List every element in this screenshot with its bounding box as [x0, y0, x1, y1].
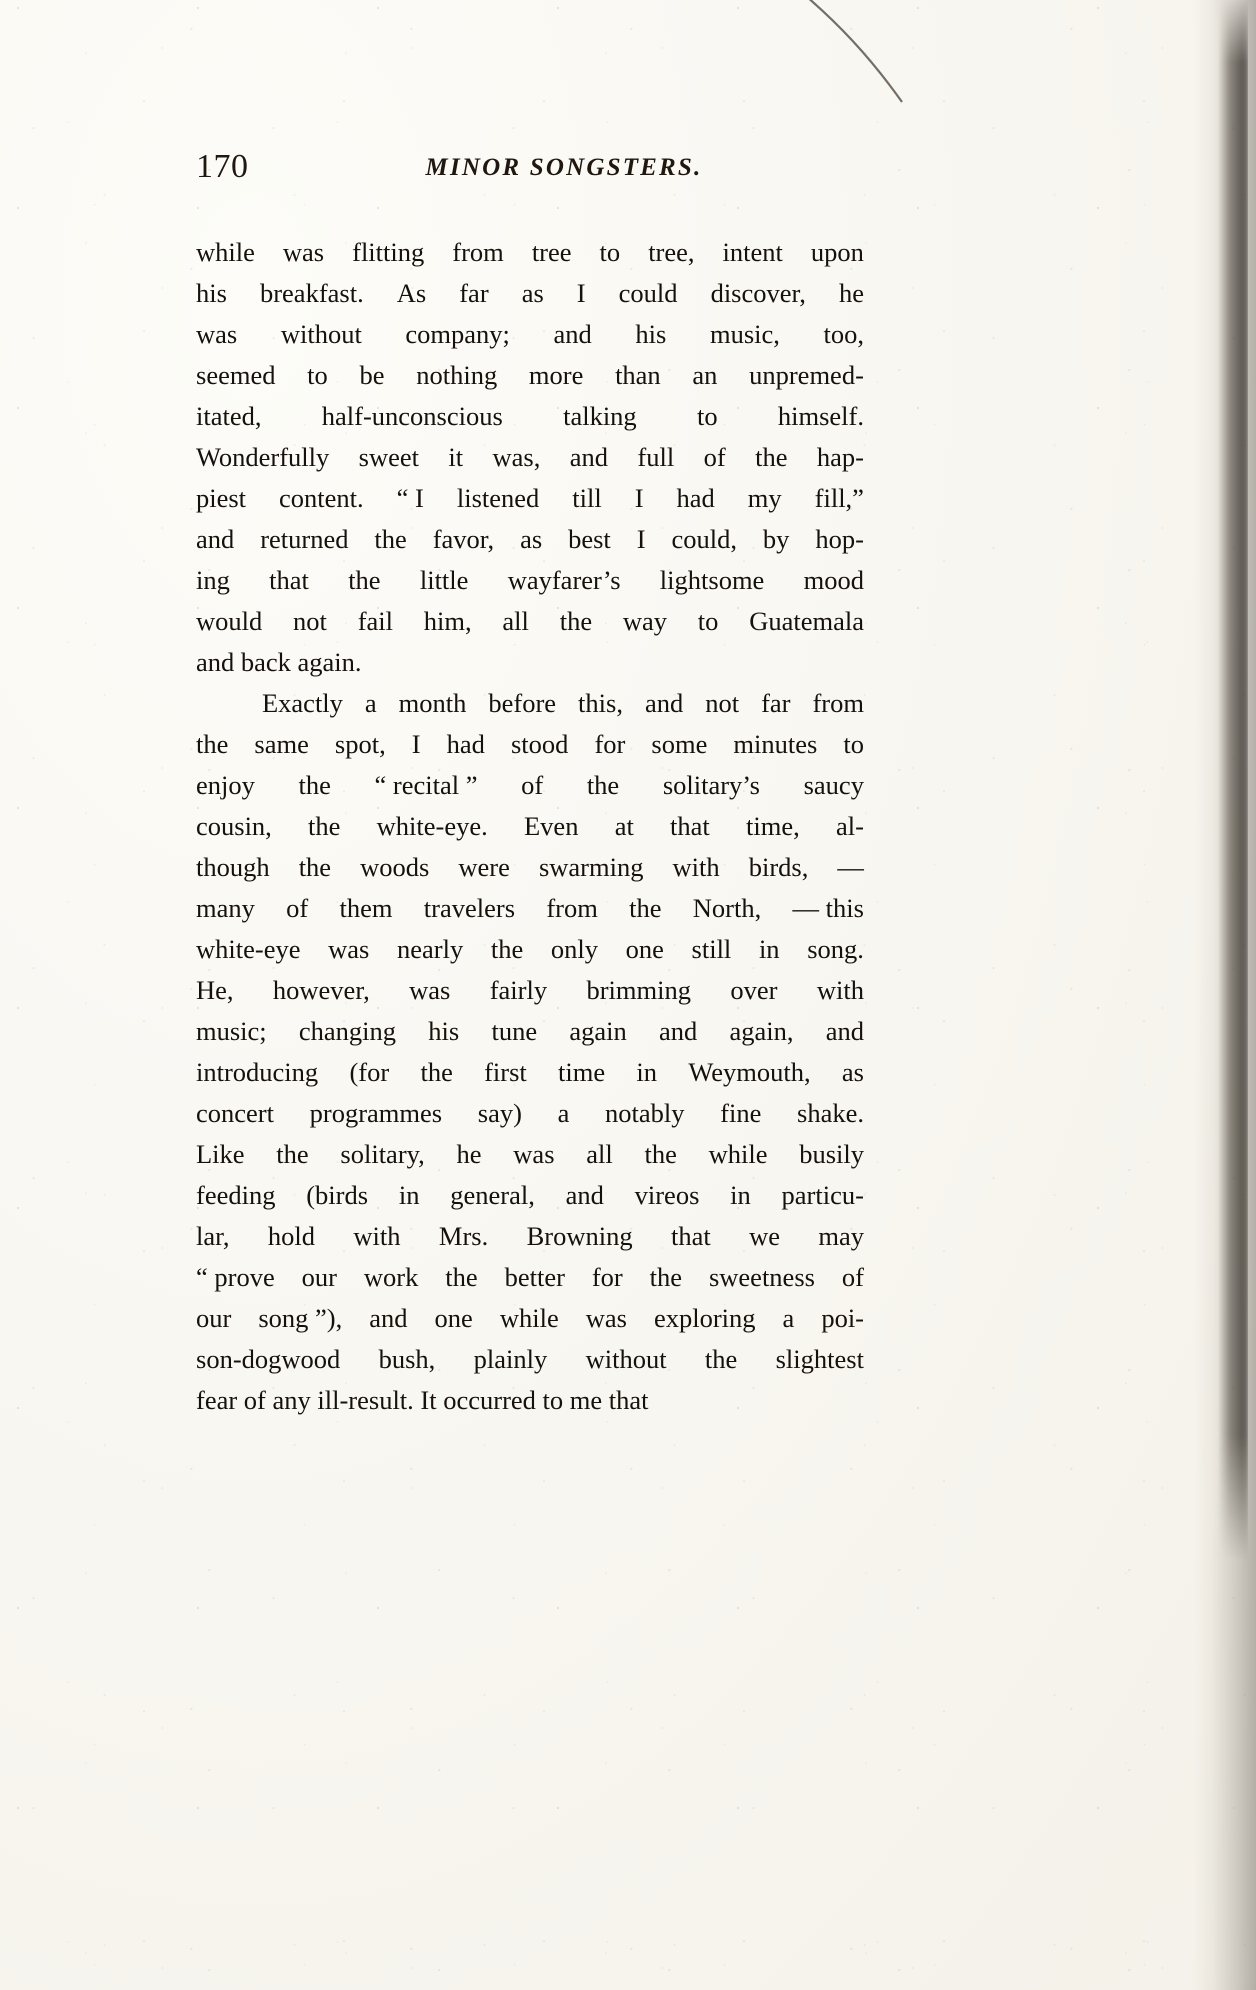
text-line [196, 478, 864, 519]
word: Even [524, 811, 579, 841]
word: plainly [473, 1344, 548, 1374]
word: before [488, 688, 557, 718]
word: son-dogwood [196, 1344, 341, 1374]
word: to [843, 729, 864, 759]
word: tune [491, 1016, 538, 1046]
word: same [254, 729, 309, 759]
word: one [434, 1303, 473, 1333]
word: the [298, 770, 331, 800]
page-number: 170 [196, 148, 249, 185]
text-line [196, 355, 864, 396]
word: our [301, 1262, 337, 1292]
word: and [565, 1180, 604, 1210]
word: was [585, 1303, 627, 1333]
word: and [569, 442, 609, 472]
word: that [269, 565, 309, 595]
text-line [196, 1298, 864, 1339]
word: the [559, 606, 593, 636]
word: this, [578, 688, 623, 718]
word: the [644, 1139, 677, 1169]
word: in [758, 934, 780, 964]
word: slightest [775, 1344, 864, 1374]
text-line [196, 601, 864, 642]
word: solitary, [340, 1139, 425, 1169]
word: was [409, 975, 451, 1005]
word: was [328, 934, 370, 964]
word: listened [456, 483, 540, 513]
word: itated, [196, 401, 262, 431]
word: had [446, 729, 485, 759]
word: woods [360, 852, 430, 882]
word: first [484, 1057, 527, 1087]
word: favor, [432, 524, 495, 554]
word: was [196, 319, 238, 349]
word: the [649, 1262, 683, 1292]
word: fairly [489, 975, 548, 1005]
word: song ”), [258, 1303, 343, 1333]
word: brimming [586, 975, 691, 1005]
text-line [196, 519, 864, 560]
text-line [196, 847, 864, 888]
word: time [558, 1057, 606, 1087]
word: again [569, 1016, 627, 1046]
word: the [374, 524, 407, 554]
word: company; [405, 319, 510, 349]
paragraph [196, 232, 864, 683]
text-line [196, 1134, 864, 1175]
word: Mrs. [438, 1221, 489, 1251]
word: the [298, 852, 332, 882]
word: for [594, 729, 626, 759]
word: was, [492, 442, 541, 472]
paragraph-indent [196, 683, 240, 724]
word: as [520, 524, 543, 554]
word: way [622, 606, 668, 636]
word: particu- [781, 1180, 864, 1210]
word: introducing [196, 1057, 319, 1087]
text-line [196, 1216, 864, 1257]
word: ing [196, 565, 230, 595]
binding-gutter-dark-edge [1218, 0, 1248, 1560]
word: “ prove [196, 1262, 275, 1292]
word: for [591, 1262, 623, 1292]
word: time, [746, 811, 800, 841]
word: without [585, 1344, 667, 1374]
word: song. [807, 934, 864, 964]
word: his [428, 1016, 460, 1046]
word: the [445, 1262, 478, 1292]
text-line: and back again. [196, 647, 362, 677]
paragraph [196, 683, 864, 1421]
word: fill,” [814, 483, 864, 513]
word: spot, [334, 729, 386, 759]
word: of [703, 442, 726, 472]
word: was [513, 1139, 555, 1169]
word: and [825, 1016, 864, 1046]
word: hop- [815, 524, 864, 554]
word: more [528, 360, 584, 390]
word: poi- [821, 1303, 864, 1333]
word: with [353, 1221, 401, 1251]
word: we [749, 1221, 780, 1251]
word: “ recital ” [374, 770, 478, 800]
text-line [196, 273, 864, 314]
text-line [196, 888, 864, 929]
word: had [676, 483, 715, 513]
word: the [629, 893, 662, 923]
word: till [572, 483, 602, 513]
word: our [196, 1303, 232, 1333]
word: saucy [803, 770, 864, 800]
word: his [635, 319, 667, 349]
word: upon [810, 237, 864, 267]
word: al- [836, 811, 864, 841]
word: the [704, 1344, 738, 1374]
word: a [557, 1098, 570, 1128]
text-line [196, 1093, 864, 1134]
word: the [196, 729, 229, 759]
word: as [841, 1057, 864, 1087]
word: than [615, 360, 661, 390]
word: would [196, 606, 263, 636]
word: discover, [710, 278, 806, 308]
text-line [196, 806, 864, 847]
word: minutes [733, 729, 818, 759]
word: lar, [196, 1221, 230, 1251]
text-line [196, 1052, 864, 1093]
word: nothing [416, 360, 498, 390]
word: (for [349, 1057, 390, 1087]
word: his [196, 278, 227, 308]
word: — this [792, 893, 864, 923]
text-line [196, 929, 864, 970]
word: talking [563, 401, 637, 431]
word: not [705, 688, 740, 718]
word: flitting [352, 237, 425, 267]
word: birds, [748, 852, 809, 882]
word: the [490, 934, 524, 964]
word: — [837, 852, 864, 882]
word: of [521, 770, 544, 800]
text-line [196, 314, 864, 355]
word: the [348, 565, 381, 595]
word: swarming [538, 852, 644, 882]
word: in [730, 1180, 751, 1210]
word: of [286, 893, 309, 923]
word: tree, [648, 237, 695, 267]
word: could [618, 278, 678, 308]
word: still [691, 934, 732, 964]
text-line [196, 1257, 864, 1298]
word: though [196, 852, 270, 882]
word: content. [279, 483, 364, 513]
word: him, [423, 606, 472, 636]
word: were [458, 852, 510, 882]
word: North, [692, 893, 762, 923]
text-line [196, 724, 864, 765]
word: a [364, 688, 377, 718]
text-line [196, 437, 864, 478]
word: may [818, 1221, 864, 1251]
word: of [841, 1262, 864, 1292]
word: breakfast. [259, 278, 364, 308]
word: general, [450, 1180, 535, 1210]
word: while [196, 237, 255, 267]
word: only [550, 934, 598, 964]
word: piest [196, 483, 247, 513]
word: he [456, 1139, 482, 1169]
word: fine [720, 1098, 762, 1128]
word: exploring [653, 1303, 756, 1333]
body-text-block [196, 232, 864, 1421]
word: not [293, 606, 327, 636]
word: little [419, 565, 469, 595]
word: to [696, 401, 718, 431]
word: while [708, 1139, 768, 1169]
word: half-unconscious [321, 401, 503, 431]
word: a [782, 1303, 795, 1333]
word: white-eye. [376, 811, 488, 841]
word: them [339, 893, 393, 923]
word: feeding [196, 1180, 276, 1210]
word: (birds [306, 1180, 369, 1210]
text-line [196, 232, 864, 273]
word: with [816, 975, 864, 1005]
word: the [420, 1057, 453, 1087]
word: my [747, 483, 782, 513]
word: could, [671, 524, 737, 554]
word: by [762, 524, 790, 554]
word: programmes [309, 1098, 443, 1128]
word: at [614, 811, 634, 841]
word: to [697, 606, 719, 636]
text-line [196, 970, 864, 1011]
word: Weymouth, [688, 1057, 811, 1087]
word: and [369, 1303, 408, 1333]
word: all [586, 1139, 613, 1169]
word: say) [477, 1098, 522, 1128]
word: bush, [378, 1344, 436, 1374]
word: from [812, 688, 864, 718]
word: shake. [797, 1098, 864, 1128]
word: intent [722, 237, 783, 267]
word: cousin, [196, 811, 272, 841]
word: Wonderfully [196, 442, 330, 472]
word: was [282, 237, 325, 267]
word: as [521, 278, 544, 308]
word: I [411, 729, 421, 759]
word: that [670, 1221, 711, 1251]
word: in [636, 1057, 658, 1087]
word: the [308, 811, 341, 841]
word: concert [196, 1098, 274, 1128]
word: sweetness [708, 1262, 815, 1292]
text-line [196, 1175, 864, 1216]
word: that [670, 811, 710, 841]
word: wayfarer’s [507, 565, 621, 595]
word: one [625, 934, 664, 964]
text-line: fear of any ill-result. It occurred to me that [196, 1385, 649, 1415]
word: I [576, 278, 586, 308]
word: solitary’s [662, 770, 760, 800]
binding-gutter-shadow [1194, 0, 1256, 1990]
word: he [838, 278, 864, 308]
word: mood [803, 565, 864, 595]
word: He, [196, 975, 234, 1005]
word: I [636, 524, 646, 554]
word: and [553, 319, 592, 349]
text-line [196, 560, 864, 601]
word: to [307, 360, 328, 390]
word: while [499, 1303, 559, 1333]
word: As [396, 278, 427, 308]
word: tree [531, 237, 572, 267]
word: an [692, 360, 718, 390]
word: music, [709, 319, 780, 349]
word: vireos [634, 1180, 700, 1210]
word: from [452, 237, 504, 267]
word: white-eye [196, 934, 301, 964]
word: the [755, 442, 788, 472]
word: however, [272, 975, 370, 1005]
word: over [730, 975, 778, 1005]
word: some [651, 729, 708, 759]
word: far [459, 278, 489, 308]
word: month [398, 688, 467, 718]
word: the [276, 1139, 309, 1169]
word: notably [605, 1098, 685, 1128]
word: work [363, 1262, 419, 1292]
word: Guatemala [749, 606, 864, 636]
word: many [196, 893, 255, 923]
word: “ I [396, 483, 424, 513]
text-line [196, 1011, 864, 1052]
word: the [586, 770, 620, 800]
word: himself. [777, 401, 864, 431]
word: and [658, 1016, 698, 1046]
text-line [196, 765, 864, 806]
word: unpremed- [749, 360, 864, 390]
word: better [504, 1262, 565, 1292]
word: travelers [423, 893, 516, 923]
text-line [196, 396, 864, 437]
word: to [599, 237, 621, 267]
word: sweet [358, 442, 420, 472]
word: Exactly [261, 688, 343, 718]
running-head [196, 148, 896, 190]
word: and [196, 524, 235, 554]
page-corner-curl [806, 0, 926, 116]
word: full [637, 442, 675, 472]
text-line [196, 1339, 864, 1380]
word: too, [823, 319, 864, 349]
word: returned [260, 524, 349, 554]
word: and [644, 688, 684, 718]
word: it [448, 442, 464, 472]
word: music; [196, 1016, 267, 1046]
word: stood [510, 729, 569, 759]
page-title: MINOR SONGSTERS. [425, 154, 703, 181]
word: changing [298, 1016, 397, 1046]
word: enjoy [196, 770, 255, 800]
word: nearly [396, 934, 464, 964]
word: be [359, 360, 385, 390]
word: hold [267, 1221, 316, 1251]
word: best [568, 524, 611, 554]
word: from [546, 893, 598, 923]
word: busily [799, 1139, 864, 1169]
word: all [502, 606, 529, 636]
word: far [761, 688, 791, 718]
word: seemed [196, 360, 276, 390]
word: in [398, 1180, 420, 1210]
word: Browning [526, 1221, 633, 1251]
word: without [280, 319, 362, 349]
word: Like [196, 1139, 245, 1169]
word: with [672, 852, 720, 882]
word: lightsome [659, 565, 765, 595]
word: fail [357, 606, 393, 636]
word: hap- [816, 442, 864, 472]
word: I [634, 483, 644, 513]
text-line [196, 683, 864, 724]
word: again, [729, 1016, 794, 1046]
